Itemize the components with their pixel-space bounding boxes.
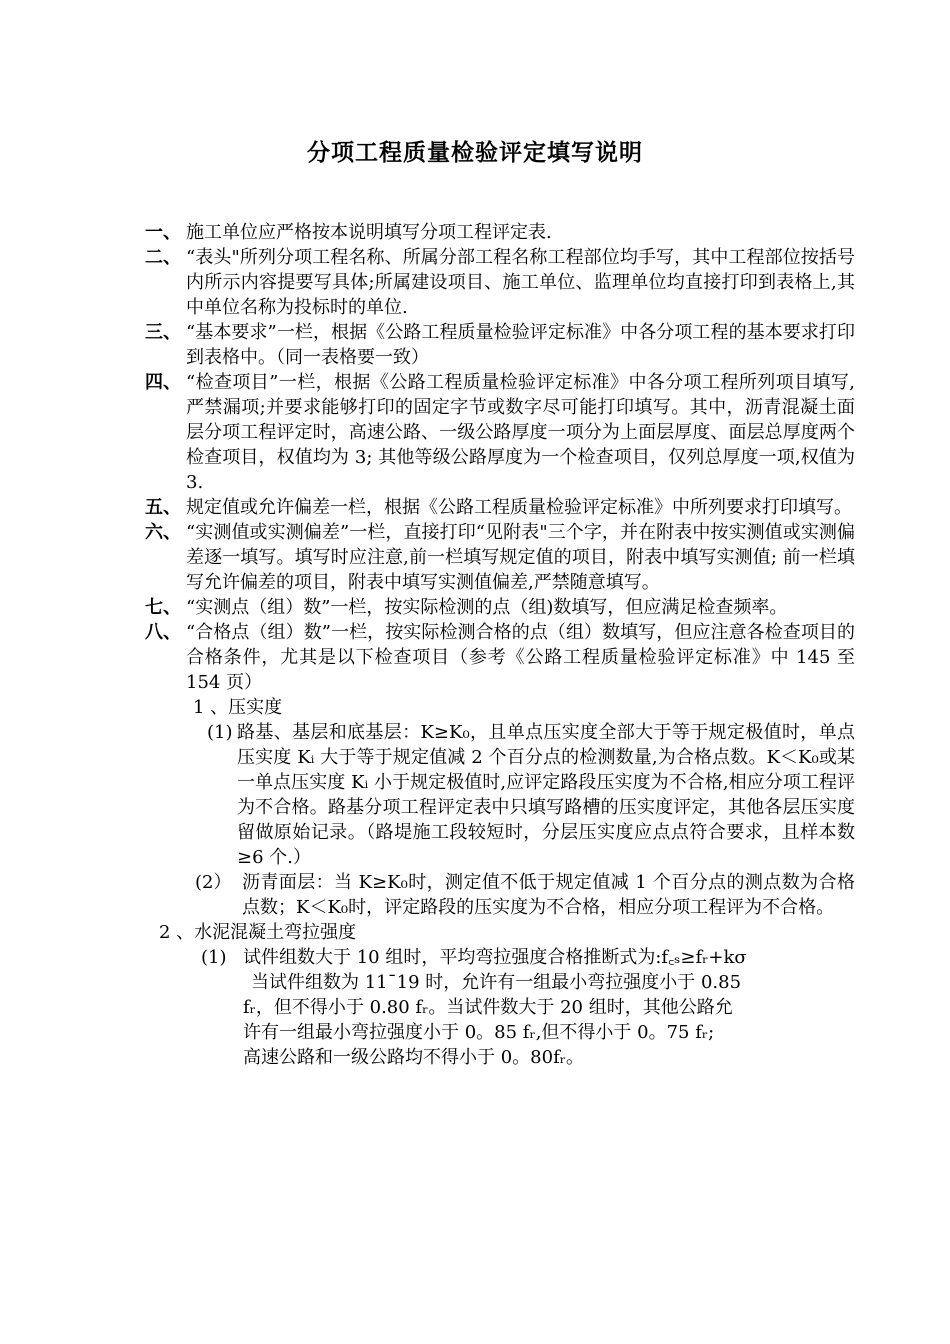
text-line: fᵣ，但不得小于 0.80 fᵣ。当试件数大于 20 组时，其他公路允 — [243, 997, 733, 1018]
page-title: 分项工程质量检验评定填写说明 — [307, 139, 643, 166]
sub-item — [195, 870, 855, 920]
list-item — [145, 595, 855, 620]
item-text: “表头"所列分项工程名称、所属分部工程名称工程部位均手写，其中工程部位按括号内所示内容提要写具体;所属建设项目、施工单位、监理单位均直接打印到表格上,其中单位名称为投标时的单位. — [186, 247, 855, 318]
item-text: “实测点（组）数”一栏，按实际检测的点（组)数填写，但应满足检查频率。 — [186, 597, 788, 618]
item-text: “检查项目”一栏，根据《公路工程质量检验评定标准》中各分项工程所列项目填写,严禁漏项;并要求能够打印的固定字节或数字尽可能打印填写。其中，沥青混凝土面层分项工程评定时，高速公路、一级公路厚度一项分为上面层厚度、面层总厚度两个检查项目，权值均为 3; 其他等级公路厚度为一个检查项目，仅列总厚度一项,权值为 3. — [186, 372, 855, 493]
item-text: “实测值或实测偏差”一栏，直接打印“见附表"三个字，并在附表中按实测值或实测偏差逐一填写。填写时应注意,前一栏填写规定值的项目，附表中填写实测值; 前一栏填写允许偏差的项目，附表中填写实测值偏差,严禁随意填写。 — [186, 522, 855, 593]
list-item — [145, 620, 855, 695]
text-line: 当试件组数为 11¯19 时，允许有一组最小弯拉强度小于 0.85 — [251, 972, 742, 993]
item-marker: 八、 — [145, 622, 181, 643]
text-line: 试件组数大于 10 组时，平均弯拉强度合格推断式为:f꜀ₛ≥fᵣ+kσ — [243, 947, 747, 968]
sub-item-marker: (2） — [195, 872, 232, 893]
list-item — [145, 520, 855, 595]
item-marker: 四、 — [145, 372, 181, 393]
text-line: 许有一组最小弯拉强度小于 0。85 fᵣ,但不得小于 0。75 fᵣ; — [243, 1022, 715, 1043]
list-item — [145, 245, 855, 320]
sub-item-text: 路基、基层和底基层：K≥K₀，且单点压实度全部大于等于规定极值时，单点压实度 Kᵢ 大于等于规定值减 2 个百分点的检测数量,为合格点数。K＜K₀或某一单点压实度 Kᵢ 小于规定极值时,应评定路段压实度为不合格,相应分项工程评为不合格。路基分项工程评定表中只填写路槽的压实度评定，其他各层压实度留做原始记录。（路堤施工段较短时，分层压实度应点点符合要求，且样本数≥6 个.） — [237, 722, 855, 868]
list-item — [145, 370, 855, 495]
item-marker: 二、 — [145, 247, 181, 268]
item-text: 规定值或允许偏差一栏，根据《公路工程质量检验评定标准》中所列要求打印填写。 — [186, 497, 852, 518]
item-marker: 六、 — [145, 522, 181, 543]
sub-item-marker: (1) — [207, 722, 233, 743]
item-text: 施工单位应严格按本说明填写分项工程评定表. — [186, 222, 552, 243]
item-marker: 五、 — [145, 497, 181, 518]
item-marker: 三、 — [145, 322, 181, 343]
sub-item — [201, 945, 855, 1070]
sub-item-text: 沥青面层：当 K≥K₀时，测定值不低于规定值减 1 个百分点的测点数为合格点数；K＜K₀时，评定路段的压实度为不合格，相应分项工程评为不合格。 — [242, 872, 855, 918]
list-item — [145, 220, 855, 245]
list-item — [145, 495, 855, 520]
sub-item-marker: (1) — [201, 947, 227, 968]
list-item — [145, 320, 855, 370]
document-body — [145, 220, 855, 1070]
item-marker: 一、 — [145, 222, 181, 243]
section-heading-flexural-strength: 2 、水泥混凝土弯拉强度 — [159, 922, 357, 943]
sub-item — [207, 720, 855, 870]
item-text: “合格点（组）数”一栏，按实际检测合格的点（组）数填写，但应注意各检查项目的合格条件，尤其是以下检查项目（参考《公路工程质量检验评定标准》中 145 至 154 页） — [186, 622, 855, 693]
text-line: 高速公路和一级公路均不得小于 0。80fᵣ。 — [243, 1047, 584, 1068]
item-marker: 七、 — [145, 597, 181, 618]
item-text: “基本要求”一栏，根据《公路工程质量检验评定标准》中各分项工程的基本要求打印到表格中。（同一表格要一致） — [186, 322, 855, 368]
section-heading-compaction: 1 、压实度 — [193, 697, 283, 718]
